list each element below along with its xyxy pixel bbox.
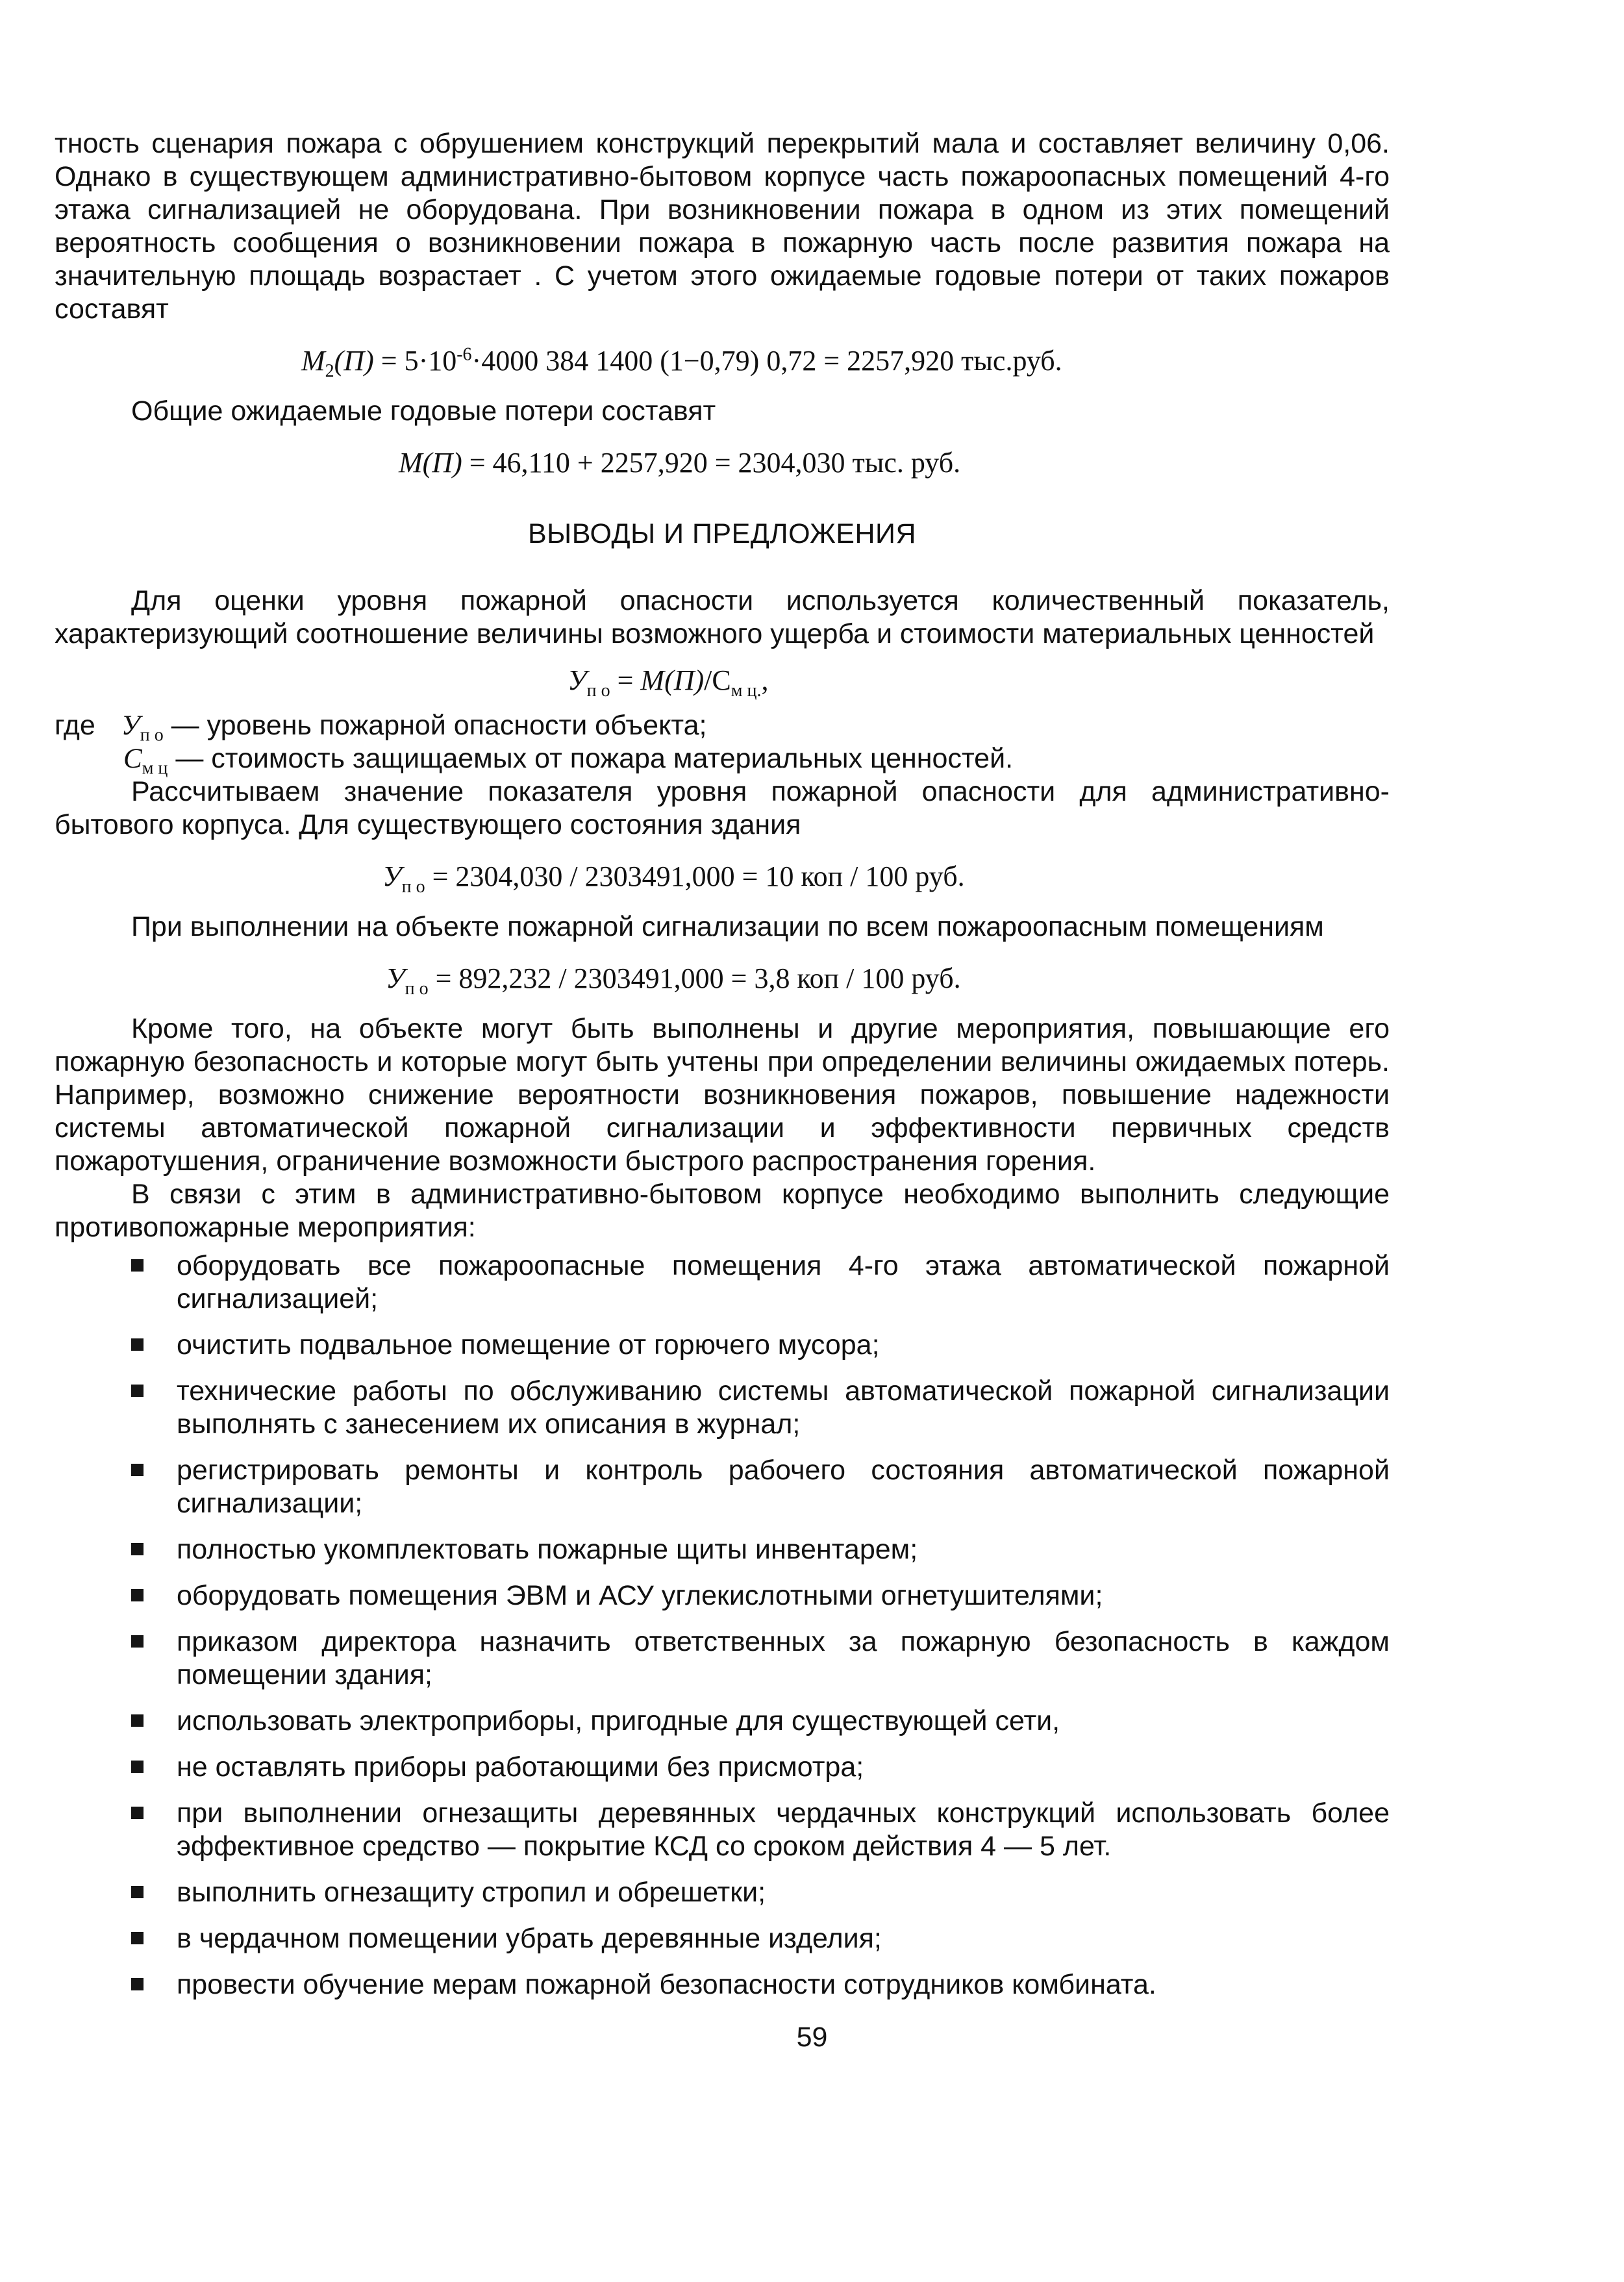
formula-text: = 46,110 + 2257,920 = 2304,030 тыс. руб. bbox=[462, 447, 961, 479]
list-item-text: оборудовать помещения ЭВМ и АСУ углекислотными огнетушителями; bbox=[177, 1580, 1103, 1611]
list-item bbox=[55, 1705, 1390, 1738]
list-item-text: очистить подвальное помещение от горючего мусора; bbox=[177, 1329, 880, 1360]
list-item bbox=[55, 1249, 1390, 1316]
formula-text: , bbox=[761, 664, 769, 696]
formula-symbol: У bbox=[568, 664, 587, 696]
formula-text: = 892,232 / 2303491,000 = 3,8 коп / 100 руб. bbox=[428, 962, 961, 994]
paragraph-intro: тность сценария пожара с обрушением конструкций перекрытий мала и составляет величину 0,06. Однако в существующем административно-бытовом корпусе часть пожароопасных помещений 4-го этажа сигнализацией не оборудована. При возникновении пожара в одном из этих помещений вероятность сообщения о возникновении пожара в пожарную часть после развития пожара на значительную площадь возрастает . С учетом этого ожидаемые годовые потери от таких пожаров составят bbox=[55, 128, 1390, 325]
formula-text: ·4000 384 1400 (1−0,79) 0,72 = 2257,920 тыс.руб. bbox=[471, 345, 1062, 377]
list-item-text: регистрировать ремонты и контроль рабочего состояния автоматической пожарной сигнализации; bbox=[177, 1455, 1390, 1519]
bullet-square-icon bbox=[131, 1714, 144, 1727]
list-item-text: в чердачном помещении убрать деревянные изделия; bbox=[177, 1923, 882, 1954]
bullet-square-icon bbox=[131, 1464, 144, 1476]
bullet-square-icon bbox=[131, 1978, 144, 1990]
list-item bbox=[55, 1625, 1390, 1692]
paragraph-assessment: Для оценки уровня пожарной опасности используется количественный показатель, характеризующий соотношение величины возможного ущерба и стоимости материальных ценностей bbox=[55, 585, 1390, 649]
formula-current-state bbox=[55, 860, 1390, 897]
list-item-text: использовать электроприборы, пригодные для существующей сети, bbox=[177, 1705, 1060, 1737]
page-number: 59 bbox=[796, 2022, 828, 2053]
bullet-square-icon bbox=[131, 1635, 144, 1648]
formula-symbol: У bbox=[386, 962, 405, 994]
formula-with-alarm bbox=[55, 962, 1390, 999]
list-item-text: выполнить огнезащиту стропил и обрешетки; bbox=[177, 1877, 766, 1908]
formula-symbol: M(П) bbox=[640, 664, 705, 696]
formula-subscript: п о bbox=[405, 978, 429, 999]
list-item bbox=[55, 1454, 1390, 1520]
section-heading: ВЫВОДЫ И ПРЕДЛОЖЕНИЯ bbox=[528, 518, 916, 549]
formula-text: = 2304,030 / 2303491,000 = 10 коп / 100 руб. bbox=[425, 860, 965, 892]
bullet-square-icon bbox=[131, 1259, 144, 1272]
list-item-text: при выполнении огнезащиты деревянных чердачных конструкций использовать более эффективное средство — покрытие КСД со сроком действия 4 — 5 лет. bbox=[177, 1798, 1390, 1862]
bullet-square-icon bbox=[131, 1886, 144, 1898]
formula-text: = 5·10 bbox=[373, 345, 457, 377]
definition-text: — стоимость защищаемых от пожара материальных ценностей. bbox=[168, 743, 1014, 774]
formula-text: /С bbox=[704, 664, 731, 696]
list-item bbox=[55, 1579, 1390, 1612]
formula-symbol: У bbox=[121, 710, 140, 741]
list-item-text: провести обучение мерам пожарной безопасности сотрудников комбината. bbox=[177, 1969, 1156, 2000]
paragraph-with-alarm: При выполнении на объекте пожарной сигнализации по всем пожароопасным помещениям bbox=[131, 911, 1324, 942]
bullet-square-icon bbox=[131, 1807, 144, 1819]
formula-text: = bbox=[610, 664, 641, 696]
formula-symbol: M bbox=[301, 345, 325, 377]
list-item bbox=[55, 1922, 1390, 1955]
formula-subscript: п о bbox=[586, 680, 610, 701]
formula-subscript: п о bbox=[401, 876, 425, 897]
formula-exponent: -6 bbox=[456, 344, 472, 365]
formula-symbol: У bbox=[382, 860, 402, 892]
formula-subscript: 2 bbox=[325, 360, 334, 381]
bullet-square-icon bbox=[131, 1338, 144, 1351]
bullet-square-icon bbox=[131, 1589, 144, 1601]
formula-symbol: С bbox=[123, 744, 142, 774]
list-item bbox=[55, 1375, 1390, 1441]
formula-subscript: м ц bbox=[142, 758, 168, 779]
list-item bbox=[55, 1968, 1390, 2001]
formula-subscript: м ц. bbox=[731, 680, 762, 701]
list-item bbox=[55, 1876, 1390, 1909]
document-page bbox=[55, 127, 1390, 2014]
list-item bbox=[55, 1533, 1390, 1566]
definition-row-c bbox=[123, 742, 1014, 779]
paragraph-total-losses: Общие ожидаемые годовые потери составят bbox=[131, 395, 716, 427]
bullet-square-icon bbox=[131, 1932, 144, 1944]
paragraph-calculation: Рассчитываем значение показателя уровня пожарной опасности для административно-бытового корпуса. Для существующего состояния здания bbox=[55, 776, 1390, 840]
paragraph-other-measures: Кроме того, на объекте могут быть выполнены и другие мероприятия, повышающие его пожарную безопасность и которые могут быть учтены при определении величины ожидаемых потерь. Например, возможно снижение вероятности возникновения пожаров, повышение надежности системы автоматической пожарной сигнализации и эффективности первичных средств пожаротушения, ограничение возможности быстрого распространения горения. bbox=[55, 1013, 1390, 1177]
bullet-square-icon bbox=[131, 1385, 144, 1397]
list-item-text: полностью укомплектовать пожарные щиты инвентарем; bbox=[177, 1534, 918, 1565]
formula-subscript: п о bbox=[140, 725, 164, 746]
list-item-text: оборудовать все пожароопасные помещения 4-го этажа автоматической пожарной сигнализацией; bbox=[177, 1250, 1390, 1314]
formula-fire-hazard-level bbox=[55, 664, 1390, 701]
formula-total-losses bbox=[55, 446, 1390, 480]
definition-row-u bbox=[55, 709, 707, 746]
formula-symbol: M(П) bbox=[399, 447, 462, 479]
formula-annual-losses-m2 bbox=[55, 344, 1390, 381]
list-item bbox=[55, 1329, 1390, 1362]
paragraph-measures-intro: В связи с этим в административно-бытовом корпусе необходимо выполнить следующие противопожарные мероприятия: bbox=[55, 1179, 1390, 1243]
measures-list bbox=[55, 1249, 1390, 2001]
list-item-text: приказом директора назначить ответственных за пожарную безопасность в каждом помещении здания; bbox=[177, 1626, 1390, 1690]
list-item-text: не оставлять приборы работающими без присмотра; bbox=[177, 1751, 864, 1783]
bullet-square-icon bbox=[131, 1543, 144, 1555]
definition-text: — уровень пожарной опасности объекта; bbox=[163, 710, 707, 741]
list-item bbox=[55, 1797, 1390, 1863]
where-word: где bbox=[55, 710, 95, 741]
list-item-text: технические работы по обслуживанию системы автоматической пожарной сигнализации выполнять с занесением их описания в журнал; bbox=[177, 1375, 1390, 1440]
bullet-square-icon bbox=[131, 1761, 144, 1773]
definitions-block bbox=[55, 709, 1390, 779]
list-item bbox=[55, 1751, 1390, 1784]
formula-symbol: (П) bbox=[334, 345, 374, 377]
